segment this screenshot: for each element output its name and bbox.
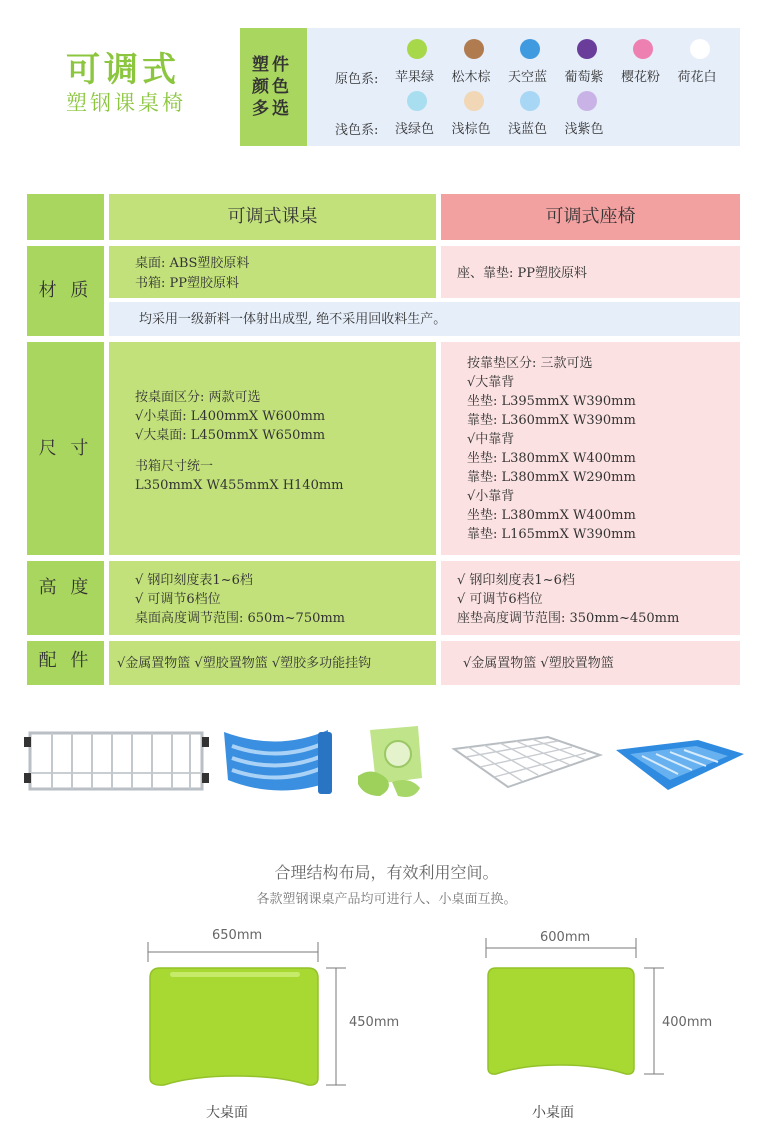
color-swatch-name: 樱花粉 [621,70,661,85]
size-chair-line: 靠垫: L360mmX W390mm [467,413,636,428]
color-swatch-name: 浅棕色 [451,122,491,137]
size-chair-line: 按靠垫区分: 三款可选 [467,356,593,371]
small-desk-label: 小桌面 [532,1105,574,1121]
size-chair-line: √大靠背 [467,375,515,390]
color-swatch-name: 浅绿色 [395,122,435,137]
parts-chair-text: √金属置物篮 √塑胶置物篮 [463,656,614,671]
height-chair-line: √ 钢印刻度表1~6档 [457,573,575,588]
light-colors-label: 浅色系: [335,123,379,138]
original-colors-label: 原色系: [335,72,379,87]
size-chair-line: √小靠背 [467,489,515,504]
size-desk-line: √大桌面: L450mmX W650mm [135,428,326,443]
color-swatch-name: 葡萄紫 [564,70,604,85]
height-desk-line: √ 可调节6档位 [135,592,221,607]
interchange-caption: 各款塑钢课桌产品均可进行人、小桌面互换。 [256,892,517,907]
color-panel-label-line: 颜色 [252,77,292,97]
desk-column-header: 可调式课桌 [109,194,436,240]
color-swatch [407,39,427,59]
size-chair-line: 坐垫: L395mmX W390mm [467,394,636,409]
color-panel-label-line: 塑件 [252,55,292,75]
chair-column-header: 可调式座椅 [441,194,740,240]
size-desk-cell [109,342,436,555]
height-row-label: 高 度 [27,561,104,635]
big-desk-diagram [140,930,360,1100]
brand-subtitle: 塑钢课桌椅 [66,91,186,115]
brand-title: 可调式 [66,50,180,90]
color-swatch-name: 松木棕 [451,70,491,85]
height-desk-cell [109,561,436,635]
height-chair-line: √ 可调节6档位 [457,592,543,607]
parts-desk-text: √金属置物篮 √塑胶置物篮 √塑胶多功能挂钩 [117,656,372,671]
material-desk-line: 书箱: PP塑胶原料 [135,276,240,291]
size-chair-line: 靠垫: L165mmX W390mm [467,527,636,542]
blue-tray-basket-image [612,738,746,794]
size-chair-cell [441,342,740,555]
color-swatch [520,39,540,59]
color-swatch-name: 荷花白 [677,70,717,85]
size-desk-line: √小桌面: L400mmX W600mm [135,409,326,424]
color-swatch [577,39,597,59]
big-desk-label: 大桌面 [206,1105,248,1121]
big-desk-depth-label: 450mm [349,1015,400,1030]
color-swatch-name: 天空蓝 [508,70,548,85]
size-row-label: 尺 寸 [27,342,104,555]
small-desk-diagram [478,930,678,1100]
material-note: 均采用一级新料一体射出成型, 绝不采用回收料生产。 [139,312,447,327]
metal-rack-image [22,727,212,797]
color-swatch [633,39,653,59]
material-desk-line: 桌面: ABS塑胶原料 [135,256,250,271]
color-swatch-name: 浅蓝色 [508,122,548,137]
size-chair-line: 坐垫: L380mmX W400mm [467,451,636,466]
size-desk-line [135,445,344,457]
color-swatch-name: 浅紫色 [564,122,604,137]
height-chair-lines [457,571,679,628]
color-options-panel [240,28,740,146]
color-swatch [407,91,427,111]
parts-chair-cell [441,641,740,685]
height-chair-cell [441,561,740,635]
parts-desk-cell [109,641,436,685]
material-row-label: 材 质 [27,246,104,336]
color-swatch [464,39,484,59]
table-corner [27,194,104,240]
size-chair-line: 靠垫: L380mmX W290mm [467,470,636,485]
height-desk-lines [135,571,345,628]
size-chair-line: √中靠背 [467,432,515,447]
size-chair-lines [467,354,636,544]
height-desk-line: √ 钢印刻度表1~6档 [135,573,253,588]
size-desk-line: 按桌面区分: 两款可选 [135,390,261,405]
material-note-cell [109,302,740,336]
color-swatch [520,91,540,111]
big-desk-width-label: 650mm [212,928,263,943]
color-swatch-name: 苹果绿 [395,70,435,85]
color-panel-label [240,28,307,146]
color-swatch [577,91,597,111]
small-desk-depth-label: 400mm [662,1015,713,1030]
material-chair-cell [441,246,740,298]
material-desk-cell [109,246,436,298]
parts-row-label: 配 件 [27,641,104,685]
layout-caption: 合理结构布局，有效利用空间。 [274,863,499,882]
color-panel-label-line: 多选 [252,99,292,119]
size-desk-lines [135,388,344,495]
height-desk-line: 桌面高度调节范围: 650m~750mm [135,611,346,626]
size-desk-line: L350mmX W455mmX H140mm [135,478,344,493]
small-desk-width-label: 600mm [540,930,591,945]
color-swatch [690,39,710,59]
height-chair-line: 座垫高度调节范围: 350mm~450mm [457,611,680,626]
material-chair-text: 座、靠垫: PP塑胶原料 [457,266,588,281]
size-chair-line: 坐垫: L380mmX W400mm [467,508,636,523]
color-swatch [464,91,484,111]
size-desk-line: 书箱尺寸统一 [135,459,214,474]
blue-plastic-basket-image [218,722,336,802]
white-wire-basket-image [448,733,604,791]
green-hook-image [352,722,432,802]
